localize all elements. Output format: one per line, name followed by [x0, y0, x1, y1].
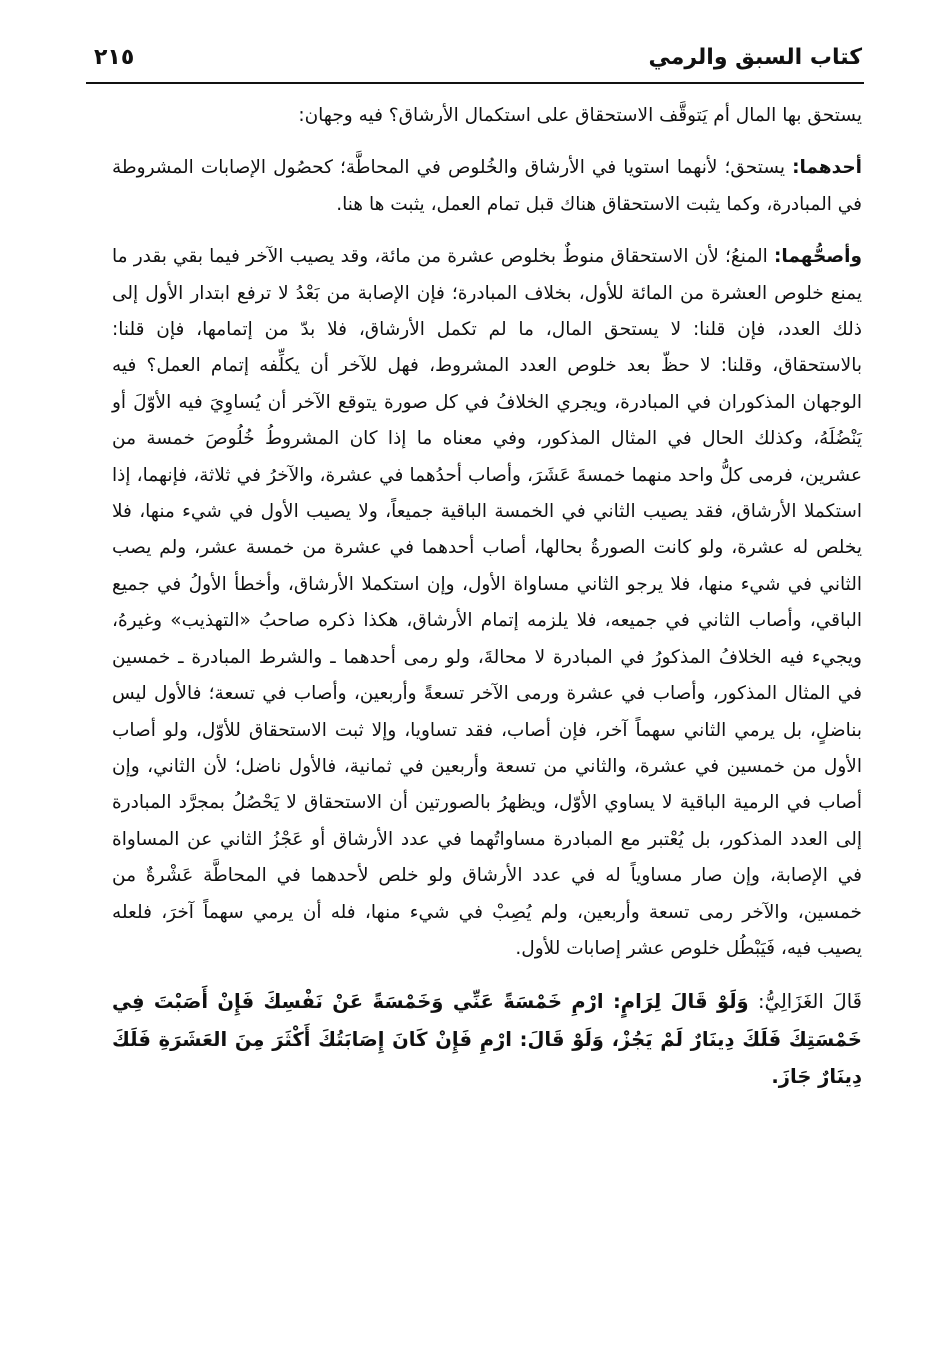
page-body [112, 98, 862, 1096]
second-opinion-label: وأصحُّهما: [773, 246, 862, 268]
first-opinion-label: أحدهما: [792, 157, 862, 179]
continuation-text: يستحق بها المال أم يَتوقَّف الاستحقاق على استكمال الأرشاق؟ فيه وجهان: [298, 105, 862, 126]
quote-label: قَالَ الغَزَالِيُّ: [758, 990, 862, 1014]
header-rule [86, 82, 864, 84]
continuation-paragraph [112, 98, 862, 134]
first-opinion-paragraph [112, 150, 862, 223]
quote-text: وَلَوْ قَالَ لِرَامٍ: ارْمِ خَمْسَةً عَنِّي وَخَمْسَةً عَنْ نَفْسِكَ فَإِنْ أَصَبْتَ فِي خَمْسَتِكَ فَلَكَ دِينَارٌ لَمْ يَجُزْ، وَلَوْ قَالَ: ارْمِ فَإِنْ كَانَ إِصَابَتُكَ أَكْثَرَ مِنَ العَشَرَةِ فَلَكَ دِينَارٌ جَازَ. [112, 990, 862, 1089]
page-number: ٢١٥ [94, 45, 135, 70]
second-opinion-text: المنعُ؛ لأن الاستحقاق منوطٌ بخلوص عشرة من مائة، وقد يصيب الآخر فيما بقي بقدر ما يمنع خلوص العشرة من المائة للأول، بخلاف المبادرة؛ فإن الإصابة من بَعْدُ لا ترفع ابتدار الأول إلى ذلك العدد، فإن قلنا: لا يستحق المال، ما لم تكمل الأرشاق، فلا بدّ من إتمامها، فإن قلنا: بالاستحقاق، وقلنا: لا حظّ بعد خلوص العدد المشروط، فهل للآخر أن يكلِّفه إتمام العمل؟ فيه الوجهان المذكوران في المبادرة، ويجري الخلافُ في كل صورة يتوقع الآخر أن يُساوِيَ فيه الأوّلَ أو يَنْضُلَهُ، وكذلك الحال في المثال المذكور، وفي معناه ما إذا كان المشروطُ خُلُوصَ خمسة من عشرين، فرمى كلُّ واحد منهما خمسةَ عَشَرَ، وأصاب أحدُهما في عشرة، والآخرُ في ثلاثة، فإنهما، إذا استكملا الأرشاق، فقد يصيب الثاني في الخمسة الباقية جميعاً، ولا يصيب الأول في شيء منها، فلا يخلص له عشرة، ولو كانت الصورةُ بحالها، أصاب أحدهما في عشرة من خمسة عشر، ولم يصب الثاني في شيء منها، فلا يرجو الثاني مساواة الأول، وإن استكملا الأرشاق، وأخطأ الأولُ في جميع الباقي، وأصاب الثاني في جميعه، فلا يلزمه إتمام الأرشاق، هكذا ذكره صاحبُ «التهذيب» وغيرهُ، ويجيء فيه الخلافُ المذكورُ في المبادرة لا محالةَ، ولو رمى أحدهما ـ والشرط المبادرة ـ خمسين في المثال المذكور، وأصاب في عشرة ورمى الآخر تسعةً وأربعين، وأصاب في تسعة؛ فالأول ليس بناضلٍ، بل يرمي الثاني سهماً آخر، فإن أصاب، فقد تساويا، وإلا ثبت الاستحقاق للأوّل، ولو أصاب الأول من خمسين في عشرة، والثاني من تسعة وأربعين في ثمانية، فالأول ناضل؛ لأن الثاني، وإن أصاب في الرمية الباقية لا يساوي الأوّل، ويظهرُ بالصورتين أن الاستحقاق لا يَحْصُلُ بمجرَّد المبادرة إلى العدد المذكور، بل يُعْتبر مع المبادرة مساواتُهما في عدد الأرشاق أو عَجْزُ الثاني عن المساواة في الإصابة، وإن صار مساوياً له في عدد الأرشاق ولو خلص لأحدهما في المحاطَّة عَشْرةٌ من خمسين، والآخر رمى تسعة وأربعين، ولم يُصِبْ في شيء منها، فله أن يرمي سهماً آخرَ، فلعله يصيب فيه، فَيَبْطُل خلوص عشر إصابات للأول. [112, 246, 862, 959]
ghazali-quote-paragraph [112, 983, 862, 1096]
first-opinion-text: يستحق؛ لأنهما استويا في الأرشاق والخُلوص في المحاطَّة؛ كحصُول الإصابات المشروطة في المبادرة، وكما يثبت الاستحقاق هناك قبل تمام العمل، يثبت ها هنا. [112, 157, 862, 215]
page-header [86, 40, 862, 80]
running-title: كتاب السبق والرمي [648, 45, 862, 70]
second-opinion-paragraph [112, 239, 862, 967]
